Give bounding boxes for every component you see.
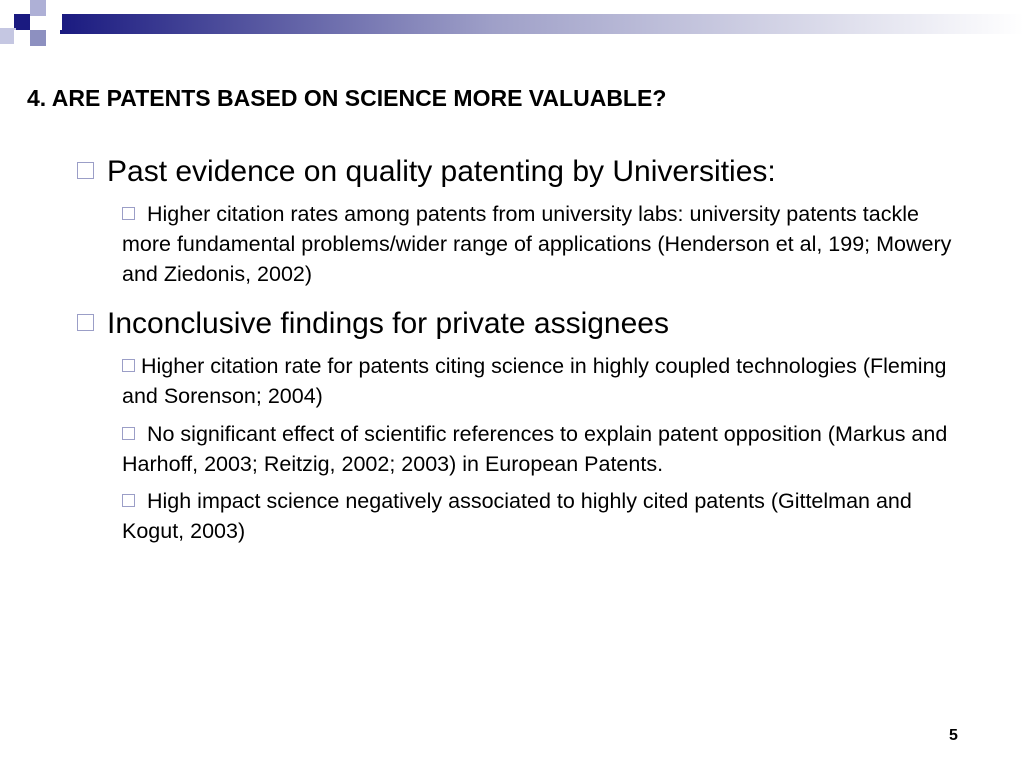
sub-bullet-text: No significant effect of scientific references to explain patent opposition (Markus and Harhoff, 2003; Reitzig, 2002; 2003) in European Patents. — [122, 422, 948, 476]
sub-bullet-text: Higher citation rates among patents from university labs: university patents tackle more fundamental problems/wider range of applications (Henderson et al, 199; Mowery and Ziedonis, 2002) — [122, 202, 952, 286]
sub-bullet-item — [122, 486, 972, 546]
bullet-item — [77, 155, 776, 189]
bullet-item — [77, 307, 669, 341]
sub-bullet-text: Higher citation rate for patents citing science in highly coupled technologies (Fleming and Sorenson; 2004) — [122, 354, 947, 408]
page-number: 5 — [949, 727, 958, 744]
square-bullet-icon — [77, 162, 94, 179]
slide-title: 4. ARE PATENTS BASED ON SCIENCE MORE VALUABLE? — [27, 85, 667, 111]
sub-bullet-item — [122, 199, 972, 289]
header-gradient-graphic — [0, 0, 1024, 47]
header-decoration — [0, 0, 1024, 47]
bullet-text: Past evidence on quality patenting by Universities: — [107, 155, 776, 188]
bullet-text: Inconclusive findings for private assignees — [107, 307, 669, 340]
square-bullet-icon — [77, 314, 94, 331]
square-bullet-icon — [122, 359, 135, 372]
square-bullet-icon — [122, 427, 135, 440]
sub-bullet-item — [122, 419, 972, 479]
sub-bullet-item — [122, 351, 972, 411]
square-bullet-icon — [122, 207, 135, 220]
sub-bullet-text: High impact science negatively associated to highly cited patents (Gittelman and Kogut, 2003) — [122, 489, 912, 543]
square-bullet-icon — [122, 494, 135, 507]
